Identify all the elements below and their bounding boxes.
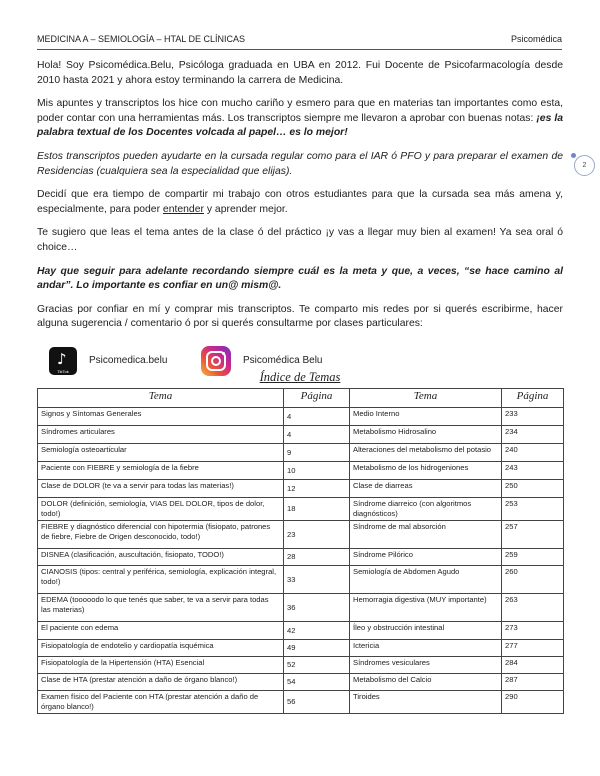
index-topic-right: Síndromes vesiculares <box>350 657 502 674</box>
index-row <box>38 444 564 462</box>
index-topic-right: Síndrome Pilórico <box>350 549 502 566</box>
index-row <box>38 480 564 498</box>
tiktok-icon-text: TikTok <box>57 368 69 374</box>
index-page-left: 33 <box>284 566 350 594</box>
index-page-right: 263 <box>502 594 564 622</box>
index-page-left: 54 <box>284 674 350 691</box>
intro-paragraph-3: Estos transcriptos pueden ayudarte en la cursada regular como para el IAR ó PFO y para preparar el examen de Residencias (cualquiera sea la especialidad que elijas). <box>37 150 563 177</box>
index-page-right: 287 <box>502 674 564 691</box>
index-topic-right: Alteraciones del metabolismo del potasio <box>350 444 502 462</box>
intro-paragraph-2-text: Mis apuntes y transcriptos los hice con mucho cariño y esmero para que en materias tan importantes como esta, poder contar con una herramientas más. Los transcriptos siempre me llevaron a aprobar con buenas notas: <box>37 98 563 124</box>
index-topic-right: Hemorragia digestiva (MUY importante) <box>350 594 502 622</box>
index-topic-left: Semiología osteoarticular <box>38 444 284 462</box>
intro-paragraph-4-underlined: entender <box>162 203 204 215</box>
index-page-right: 273 <box>502 622 564 640</box>
tiktok-icon[interactable]: ♪ TikTok <box>49 347 77 375</box>
index-topic-right: Metabolismo del Calcio <box>350 674 502 691</box>
index-row <box>38 426 564 444</box>
index-page-right: 260 <box>502 566 564 594</box>
index-row <box>38 521 564 549</box>
index-page-right: 284 <box>502 657 564 674</box>
index-topic-left: Paciente con FIEBRE y semiología de la fiebre <box>38 462 284 480</box>
index-page-right: 243 <box>502 462 564 480</box>
index-row <box>38 549 564 566</box>
header-pagina-left: Página <box>284 389 350 408</box>
index-title: Índice de Temas <box>259 370 341 384</box>
intro-paragraph-1: Hola! Soy Psicomédica.Belu, Psicóloga graduada en UBA en 2012. Fui Docente de Psicofarmacología desde 2010 hasta 2021 y ahora estoy terminando la carrera de Medicina. <box>37 60 563 86</box>
index-topic-left: Síndromes articulares <box>38 426 284 444</box>
index-topic-left: El paciente con edema <box>38 622 284 640</box>
index-topic-right: Síndrome de mal absorción <box>350 521 502 549</box>
index-page-right: 257 <box>502 521 564 549</box>
index-topic-right: Metabolismo Hidrosalino <box>350 426 502 444</box>
index-row <box>38 657 564 674</box>
index-row <box>38 691 564 714</box>
index-row <box>38 408 564 426</box>
index-table-body <box>38 408 564 714</box>
index-row <box>38 566 564 594</box>
index-row <box>38 622 564 640</box>
index-page-right: 253 <box>502 498 564 521</box>
index-topic-left: Fisiopatología de la Hipertensión (HTA) Esencial <box>38 657 284 674</box>
header-pagina-right: Página <box>502 389 564 408</box>
index-page-right: 290 <box>502 691 564 714</box>
index-topic-right: Clase de diarreas <box>350 480 502 498</box>
index-topic-right: Tiroides <box>350 691 502 714</box>
intro-paragraph-4-text: Decidí que era tiempo de compartir mi trabajo con otros estudiantes para que la cursada sea más amena y, especialmente, para poder <box>37 189 563 215</box>
index-page-right: 234 <box>502 426 564 444</box>
index-page-right: 233 <box>502 408 564 426</box>
header-divider <box>37 49 562 50</box>
header-course-title: MEDICINA A – SEMIOLOGÍA – HTAL DE CLÍNICAS <box>37 34 246 44</box>
index-topic-right: Metabolismo de los hidrogeniones <box>350 462 502 480</box>
intro-paragraph-5: Te sugiero que leas el tema antes de la clase ó del práctico ¡y vas a llegar muy bien al examen! Ya sea oral ó choice… <box>37 227 563 253</box>
index-page-left: 12 <box>284 480 350 498</box>
index-topic-right: Ictericia <box>350 640 502 657</box>
index-page-left: 28 <box>284 549 350 566</box>
index-page-left: 42 <box>284 622 350 640</box>
index-topic-left: Signos y Síntomas Generales <box>38 408 284 426</box>
index-topic-left: Examen físico del Paciente con HTA (prestar atención a daño de órgano blanco!) <box>38 691 284 714</box>
index-page-right: 250 <box>502 480 564 498</box>
intro-section <box>37 59 563 381</box>
index-topic-right: Semiología de Abdomen Agudo <box>350 566 502 594</box>
intro-paragraph-6: Hay que seguir para adelante recordando siempre cuál es la meta y que, a veces, “se hace camino al andar”. Lo importante es confiar en un@ mism@. <box>37 265 563 292</box>
index-page-left: 49 <box>284 640 350 657</box>
index-page-left: 9 <box>284 444 350 462</box>
index-page-left: 4 <box>284 408 350 426</box>
index-row <box>38 640 564 657</box>
index-topic-left: DOLOR (definición, semiología, VIAS DEL DOLOR, tipos de dolor, todo!) <box>38 498 284 521</box>
index-page-left: 23 <box>284 521 350 549</box>
index-topic-left: DISNEA (clasificación, auscultación, fisiopato, TODO!) <box>38 549 284 566</box>
tiktok-handle[interactable]: Psicomedica.belu <box>89 355 168 367</box>
intro-paragraph-2 <box>37 97 563 141</box>
index-page-right: 277 <box>502 640 564 657</box>
index-page-right: 259 <box>502 549 564 566</box>
page-header <box>37 34 562 48</box>
index-page-left: 56 <box>284 691 350 714</box>
index-topic-left: Fisiopatología de endotelio y cardiopatía isquémica <box>38 640 284 657</box>
index-page-right: 240 <box>502 444 564 462</box>
header-tema-right: Tema <box>350 389 502 408</box>
intro-paragraph-7: Gracias por confiar en mí y comprar mis transcriptos. Te comparto mis redes por si querés escribirme, hacer alguna sugerencia / comentario ó por si querés consultarme por clases particulares: <box>37 303 563 330</box>
index-page-left: 36 <box>284 594 350 622</box>
index-row <box>38 594 564 622</box>
index-topic-left: CIANOSIS (tipos: central y periférica, semiología, explicación integral, todo!) <box>38 566 284 594</box>
index-page-left: 18 <box>284 498 350 521</box>
index-page-left: 52 <box>284 657 350 674</box>
index-topic-left: FIEBRE y diagnóstico diferencial con hipotermia (fisiopato, patrones de fiebre, Fiebre de Origen desconocido, todo!) <box>38 521 284 549</box>
index-table <box>37 388 564 714</box>
index-topic-left: Clase de DOLOR (te va a servir para todas las materias!) <box>38 480 284 498</box>
index-page-left: 10 <box>284 462 350 480</box>
instagram-handle[interactable]: Psicomédica Belu <box>243 355 323 367</box>
index-topic-right: Síndrome diarreico (con algoritmos diagnósticos) <box>350 498 502 521</box>
header-author: Psicomédica <box>510 34 562 44</box>
intro-paragraph-4-end: y aprender mejor. <box>203 203 288 215</box>
page-number-badge[interactable]: 2 <box>574 155 595 176</box>
intro-paragraph-2-highlight: ¡es la palabra textual de los Docentes volcada al papel… es lo mejor! <box>37 112 563 139</box>
index-row <box>38 674 564 691</box>
index-page-left: 4 <box>284 426 350 444</box>
header-tema-left: Tema <box>38 389 284 408</box>
index-topic-left: Clase de HTA (prestar atención a daño de órgano blanco!) <box>38 674 284 691</box>
index-row <box>38 462 564 480</box>
index-topic-left: EDEMA (tooooodo lo que tenés que saber, te va a servir para todas las materias) <box>38 594 284 622</box>
index-header-row <box>38 389 564 408</box>
index-topic-right: Medio Interno <box>350 408 502 426</box>
index-row <box>38 498 564 521</box>
intro-paragraph-4 <box>37 188 563 217</box>
index-topic-right: Íleo y obstrucción intestinal <box>350 622 502 640</box>
